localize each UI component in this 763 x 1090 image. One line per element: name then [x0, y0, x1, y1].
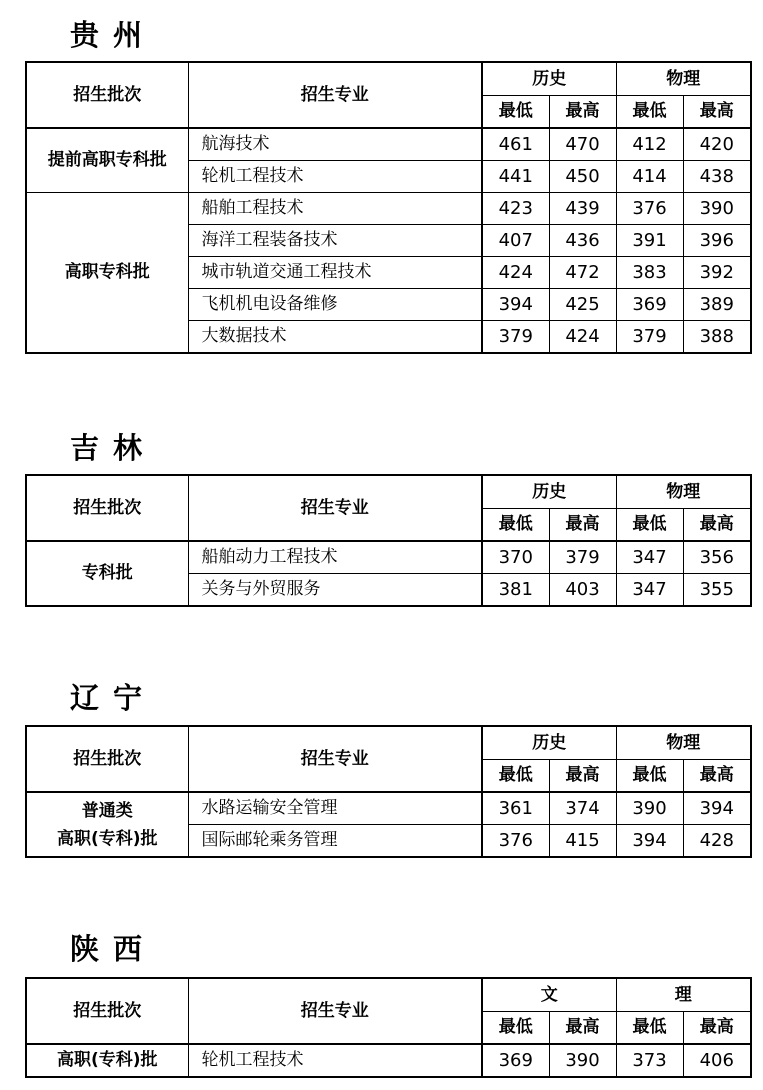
- score-cell: 424: [549, 321, 616, 354]
- score-cell: 369: [482, 1044, 549, 1077]
- major-cell: 船舶动力工程技术: [188, 541, 482, 574]
- batch-line-1: 普通类: [81, 800, 133, 821]
- table-row: [26, 541, 751, 574]
- header-min: 最低: [482, 1012, 549, 1045]
- header-min: 最低: [482, 96, 549, 129]
- header-max: 最高: [549, 760, 616, 793]
- major-cell: 国际邮轮乘务管理: [188, 825, 482, 858]
- score-cell: 347: [616, 541, 683, 574]
- header-batch: 招生批次: [26, 978, 188, 1044]
- province-title: 陕西: [70, 932, 157, 966]
- header-max: 最高: [683, 96, 751, 129]
- score-table: [25, 474, 752, 607]
- header-min: 最低: [616, 96, 683, 129]
- header-group-b: 物理: [616, 726, 751, 760]
- header-max: 最高: [549, 96, 616, 129]
- province-title: 辽宁: [70, 681, 157, 715]
- table-row: [26, 128, 751, 161]
- header-major: 招生专业: [188, 475, 482, 541]
- score-cell: 394: [616, 825, 683, 858]
- score-cell: 379: [482, 321, 549, 354]
- score-cell: 423: [482, 193, 549, 225]
- major-cell: 大数据技术: [188, 321, 482, 354]
- score-cell: 355: [683, 574, 751, 607]
- batch-cell: 高职专科批: [26, 193, 188, 354]
- table-row: [26, 1044, 751, 1077]
- score-cell: 373: [616, 1044, 683, 1077]
- major-cell: 飞机机电设备维修: [188, 289, 482, 321]
- major-cell: 关务与外贸服务: [188, 574, 482, 607]
- score-cell: 439: [549, 193, 616, 225]
- score-cell: 461: [482, 128, 549, 161]
- header-max: 最高: [683, 509, 751, 542]
- batch-cell: 提前高职专科批: [26, 128, 188, 193]
- header-group-a: 历史: [482, 726, 616, 760]
- header-group-a: 文: [482, 978, 616, 1012]
- table-row: [26, 792, 751, 825]
- score-cell: 381: [482, 574, 549, 607]
- score-cell: 394: [482, 289, 549, 321]
- header-min: 最低: [616, 1012, 683, 1045]
- header-max: 最高: [683, 760, 751, 793]
- score-cell: 472: [549, 257, 616, 289]
- score-cell: 470: [549, 128, 616, 161]
- header-batch: 招生批次: [26, 475, 188, 541]
- major-cell: 轮机工程技术: [188, 1044, 482, 1077]
- score-table: [25, 977, 752, 1078]
- header-min: 最低: [482, 509, 549, 542]
- header-min: 最低: [616, 509, 683, 542]
- score-cell: 425: [549, 289, 616, 321]
- score-cell: 424: [482, 257, 549, 289]
- score-cell: 414: [616, 161, 683, 193]
- score-cell: 420: [683, 128, 751, 161]
- header-batch: 招生批次: [26, 62, 188, 128]
- score-cell: 412: [616, 128, 683, 161]
- header-group-a: 历史: [482, 62, 616, 96]
- score-cell: 388: [683, 321, 751, 354]
- score-cell: 390: [616, 792, 683, 825]
- score-cell: 394: [683, 792, 751, 825]
- major-cell: 船舶工程技术: [188, 193, 482, 225]
- score-cell: 450: [549, 161, 616, 193]
- header-major: 招生专业: [188, 726, 482, 792]
- major-cell: 轮机工程技术: [188, 161, 482, 193]
- score-cell: 379: [616, 321, 683, 354]
- score-table: [25, 725, 752, 858]
- score-cell: 390: [549, 1044, 616, 1077]
- score-cell: 428: [683, 825, 751, 858]
- score-cell: 356: [683, 541, 751, 574]
- score-cell: 407: [482, 225, 549, 257]
- header-max: 最高: [683, 1012, 751, 1045]
- score-cell: 376: [616, 193, 683, 225]
- header-group-b: 理: [616, 978, 751, 1012]
- table-row: [26, 193, 751, 225]
- batch-cell: 专科批: [26, 541, 188, 606]
- header-major: 招生专业: [188, 62, 482, 128]
- header-group-b: 物理: [616, 62, 751, 96]
- header-max: 最高: [549, 1012, 616, 1045]
- score-cell: 390: [683, 193, 751, 225]
- score-cell: 389: [683, 289, 751, 321]
- major-cell: 城市轨道交通工程技术: [188, 257, 482, 289]
- score-cell: 379: [549, 541, 616, 574]
- score-cell: 392: [683, 257, 751, 289]
- major-cell: 海洋工程装备技术: [188, 225, 482, 257]
- score-cell: 436: [549, 225, 616, 257]
- batch-line-2: 高职(专科)批: [56, 828, 158, 849]
- score-cell: 361: [482, 792, 549, 825]
- batch-cell: [26, 792, 188, 857]
- province-title: 吉林: [70, 431, 157, 465]
- score-cell: 376: [482, 825, 549, 858]
- score-cell: 347: [616, 574, 683, 607]
- province-title: 贵州: [70, 18, 157, 52]
- header-max: 最高: [549, 509, 616, 542]
- score-cell: 441: [482, 161, 549, 193]
- header-min: 最低: [482, 760, 549, 793]
- score-cell: 383: [616, 257, 683, 289]
- score-table: [25, 61, 752, 354]
- score-cell: 391: [616, 225, 683, 257]
- score-cell: 369: [616, 289, 683, 321]
- batch-cell: 高职(专科)批: [26, 1044, 188, 1077]
- score-cell: 415: [549, 825, 616, 858]
- score-cell: 406: [683, 1044, 751, 1077]
- score-cell: 396: [683, 225, 751, 257]
- score-cell: 370: [482, 541, 549, 574]
- score-cell: 438: [683, 161, 751, 193]
- major-cell: 水路运输安全管理: [188, 792, 482, 825]
- score-cell: 374: [549, 792, 616, 825]
- header-major: 招生专业: [188, 978, 482, 1044]
- header-group-a: 历史: [482, 475, 616, 509]
- major-cell: 航海技术: [188, 128, 482, 161]
- header-min: 最低: [616, 760, 683, 793]
- header-group-b: 物理: [616, 475, 751, 509]
- score-cell: 403: [549, 574, 616, 607]
- header-batch: 招生批次: [26, 726, 188, 792]
